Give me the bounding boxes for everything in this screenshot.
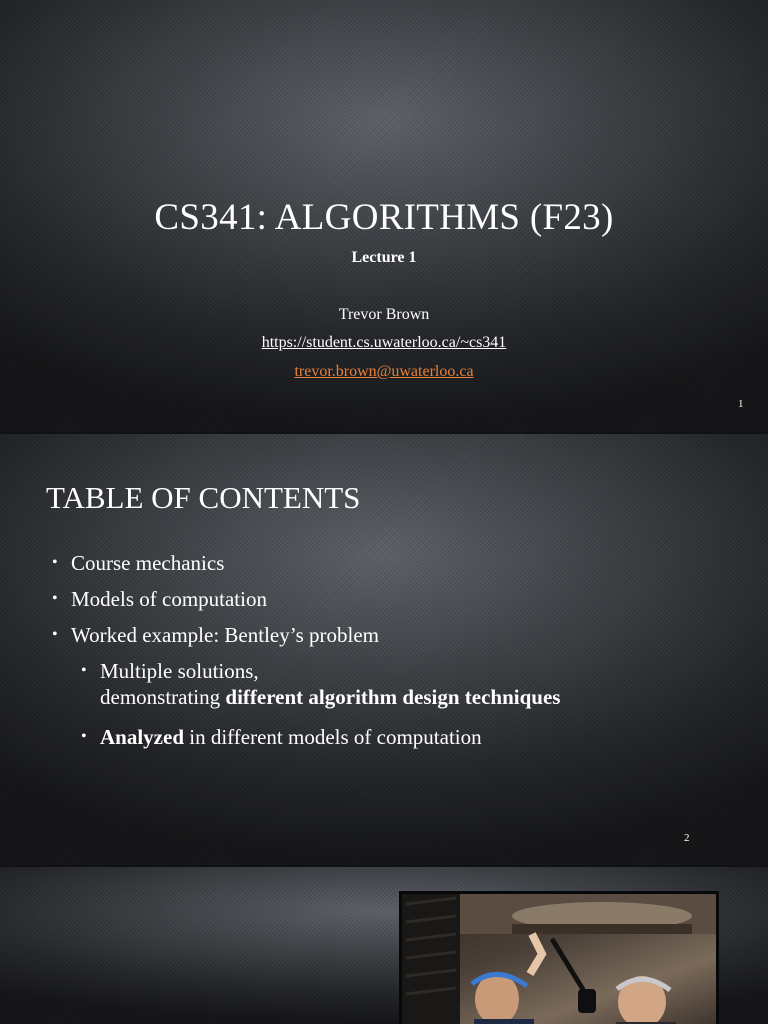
slide-1 [0, 0, 768, 432]
bullet-icon: • [81, 662, 87, 679]
list-item-text: Course mechanics [71, 551, 225, 575]
mechanics-photo-icon [402, 894, 716, 1024]
bullet-list [52, 550, 732, 760]
slide-2 [0, 434, 768, 865]
slide-title: CS341: ALGORITHMS (F23) [154, 197, 614, 238]
mechanics-photo [399, 891, 719, 1024]
list-item-text: Models of computation [71, 587, 267, 611]
sub-list-item [81, 724, 732, 750]
course-url-link[interactable]: https://student.cs.uwaterloo.ca/~cs341 [261, 334, 507, 351]
list-item [52, 622, 732, 648]
sub-item-line1: Multiple solutions, [100, 659, 259, 683]
sub-item-line2-bold: different algorithm design techniques [225, 685, 561, 709]
author-email-link[interactable]: trevor.brown@uwaterloo.ca [294, 363, 474, 380]
course-url [0, 334, 768, 352]
list-item [52, 586, 732, 612]
sub-item-rest: in different models of computation [184, 725, 482, 749]
sub-list-item [81, 658, 732, 710]
slide-3 [0, 867, 768, 1024]
sub-item-bold: Analyzed [100, 725, 184, 749]
list-item-text: Worked example: Bentley’s problem [71, 623, 379, 647]
author-name: Trevor Brown [338, 306, 430, 323]
bullet-icon: • [52, 626, 58, 643]
page-number: 1 [738, 398, 744, 410]
bullet-icon: • [52, 554, 58, 571]
bullet-icon: • [52, 590, 58, 607]
sub-item-line2-prefix: demonstrating [100, 685, 226, 709]
page-number: 2 [684, 832, 690, 844]
author-email [0, 363, 768, 381]
photo-content [402, 894, 716, 1024]
bullet-icon: • [81, 728, 87, 745]
slide-subtitle: Lecture 1 [351, 249, 417, 266]
list-item [52, 550, 732, 576]
slide-title: TABLE OF CONTENTS [46, 480, 361, 515]
